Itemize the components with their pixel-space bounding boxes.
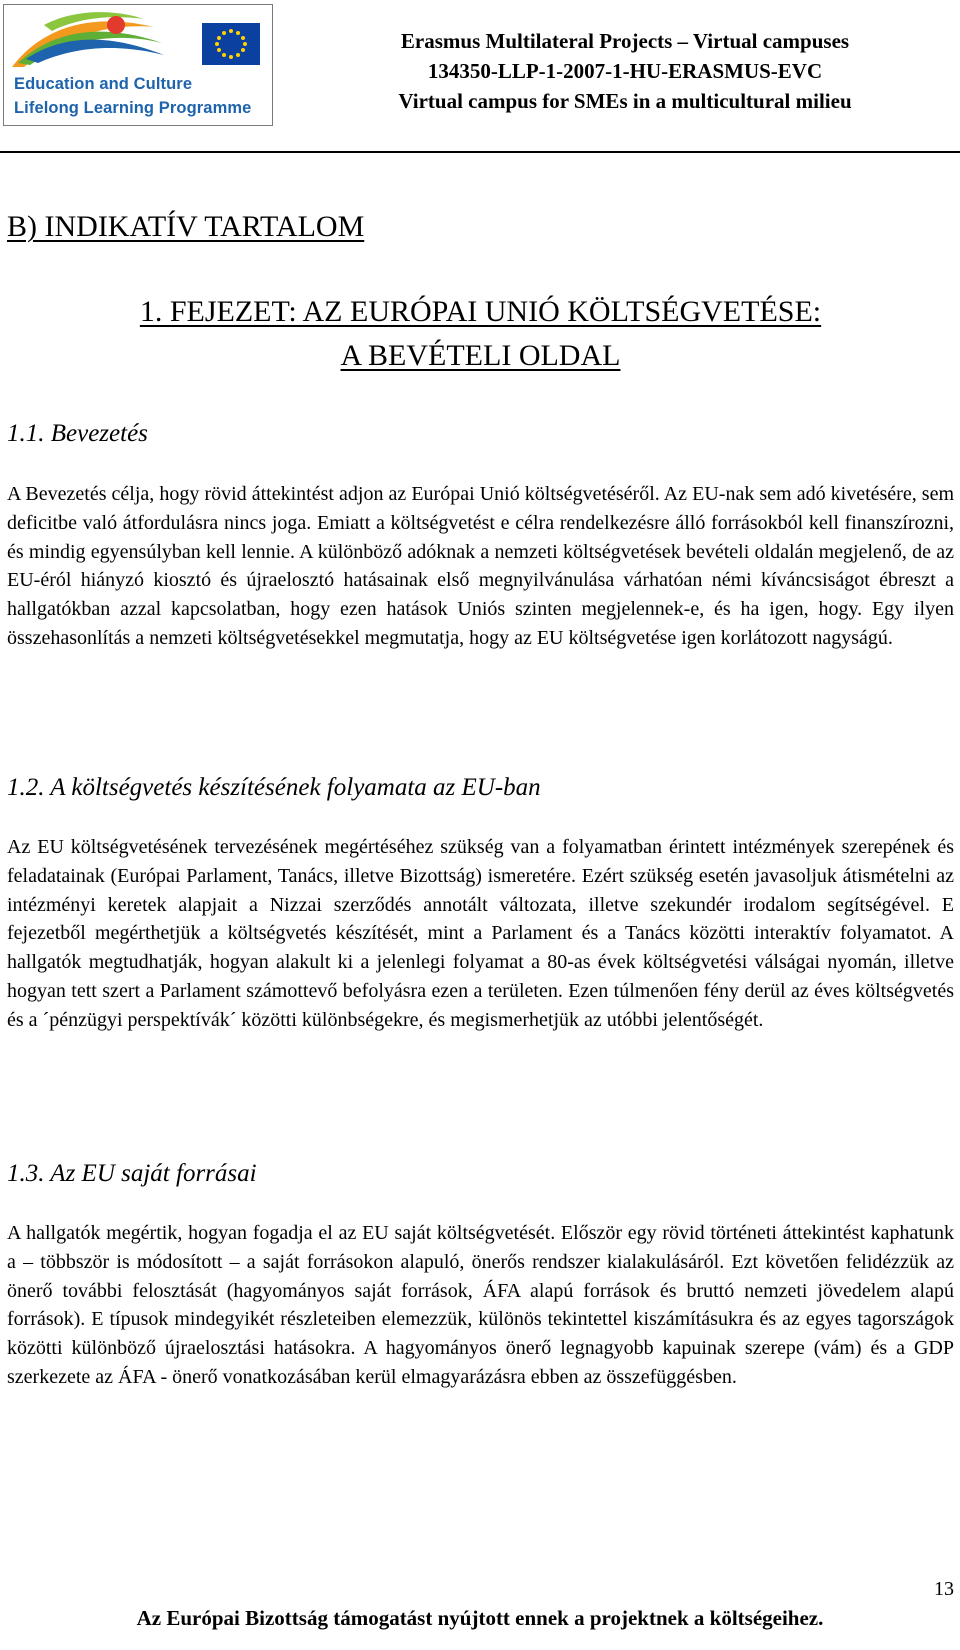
education-culture-logo — [3, 4, 273, 126]
chapter-title-line-1: 1. FEJEZET: AZ EURÓPAI UNIÓ KÖLTSÉGVETÉSE: — [139, 295, 822, 328]
subsection-paragraph-1-3: A hallgatók megértik, hogyan fogadja el az EU saját költségvetését. Először egy rövid történeti áttekintést kaphatunk a – többször is módosított – a saját forrásokon alapuló, önerős rendszer kialakulásáról. Ezt követően felidézzük az önerő további felosztását (hagyományos saját források, ÁFA alapú források és bruttó nemzeti jövedelem alapú források). E típusok mindegyikét részleteiben elemezzük, különös tekintettel kiszámításukra és az egyes tagországok közötti különböző újraelosztási hatásokra. A hagyományos önerő legnagyobb kapuinak szerepe (vám) és a GDP szerkezete az ÁFA - önerő vonatkozásában kerül elmagyarázásra ebben az összefüggésben. — [7, 1222, 954, 1388]
header-divider — [0, 151, 960, 153]
header-line-3: Virtual campus for SMEs in a multicultural milieu — [398, 89, 852, 113]
project-header — [300, 26, 950, 116]
chapter-title — [7, 290, 954, 378]
page-number: 13 — [934, 1578, 954, 1600]
subsection-paragraph-1-2: Az EU költségvetésének tervezésének megértéséhez szükség van a folyamatban érintett intézmények szerepének és feladatainak (Európai Parlament, Tanács, illetve Bizottság) ismeretére. Ezért szükség esetén javasoljuk átismételni az intézményi keretek alapjait a Nizzai szerződés annotált változata, illetve szekundér irodalom segítségével. E fejezetből megérthetjük a költségvetés készítését, mint a Parlament és a Tanács közötti interaktív folyamatot. A hallgatók megtudhatják, hogyan alakult ki a jelenlegi folyamat a 80-as évek költségvetési válságai nyomán, illetve hogyan tett szert a Parlament számottevő befolyásra ezen a területen. Ezen túlmenően fény derül az éves költségvetés és a ´pénzügyi perspektívák´ közötti különbségekre, és megismerhetjük az utóbbi jelentőségét. — [7, 836, 954, 1031]
subsection-heading-1-1: 1.1. Bevezetés — [7, 420, 148, 447]
header-line-1: Erasmus Multilateral Projects – Virtual campuses — [400, 29, 850, 53]
section-title: B) INDIKATÍV TARTALOM — [7, 210, 365, 243]
footer-funding-note: Az Európai Bizottság támogatást nyújtott ennek a projektnek a költségeihez. — [136, 1606, 824, 1630]
header-line-2: 134350-LLP-1-2007-1-HU-ERASMUS-EVC — [427, 59, 823, 83]
logo-line-2: Lifelong Learning Programme — [14, 99, 252, 117]
subsection-paragraph-1-1: A Bevezetés célja, hogy rövid áttekintést adjon az Európai Unió költségvetéséről. Az EU-nak sem adó kivetésére, sem deficitbe való átfordulásra nincs joga. Emiatt a költségvetést e célra rendelkezésre álló forrásokból kell finanszírozni, és mindig egyensúlyban kell lennie. A különböző adóknak a nemzeti költségvetések bevételi oldalán megjelenő, de az EU-éról hiányzó kiosztó és újraelosztó hatásainak első megnyilvánulása várhatóan némi kíváncsiságot ébreszt a hallgatókban azzal kapcsolatban, hogy ezen hatások Uniós szinten megjelennek-e, és ha igen, hogy. Egy ilyen összehasonlítás a nemzeti költségvetésekkel megmutatja, hogy az EU költségvetése igen korlátozott nagyságú. — [7, 483, 954, 649]
subsection-heading-1-3: 1.3. Az EU saját forrásai — [7, 1160, 257, 1187]
swoosh-red-dot — [107, 16, 125, 34]
logo-line-1: Education and Culture — [14, 75, 193, 93]
chapter-title-line-2: A BEVÉTELI OLDAL — [340, 339, 621, 372]
eu-flag-icon — [202, 23, 260, 65]
subsection-heading-1-2: 1.2. A költségvetés készítésének folyamata az EU-ban — [7, 774, 541, 801]
